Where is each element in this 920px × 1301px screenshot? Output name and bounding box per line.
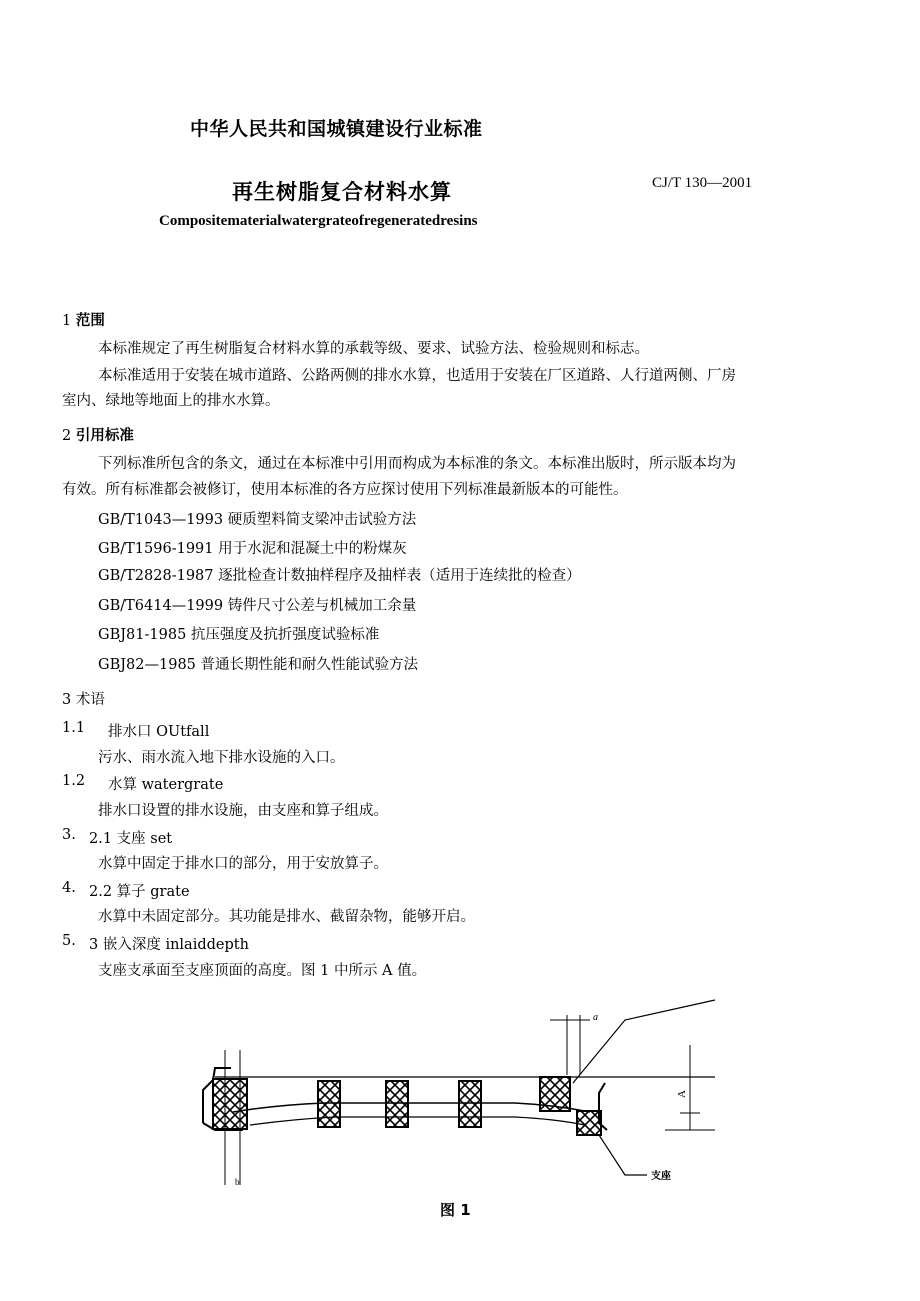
grate-bar [318,1081,340,1127]
support-right-block [577,1111,601,1135]
english-title: Compositematerialwatergrateofregeneratedresins [159,213,478,229]
term-name: 排水口 OUtfall [108,724,210,740]
section-2-number: 2 [62,428,72,444]
term-definition: 水算中固定于排水口的部分，用于安放算子。 [98,856,388,872]
figure-1-caption: 图 1 [440,1201,471,1219]
term-name: 2.1 支座 set [89,831,173,847]
term-name: 水算 watergrate [108,777,224,793]
term-definition: 污水、雨水流入地下排水设施的入口。 [98,750,345,766]
reference-standard: GB/T1043—1993 硬质塑料简支梁冲击试验方法 [98,512,417,528]
section-2-heading [62,424,134,445]
term-number: 4. [62,880,76,896]
reference-standard: GBJ82—1985 普通长期性能和耐久性能试验方法 [98,657,419,673]
section-2-paragraph-line-2: 有效。所有标准都会被修订，使用本标准的各方应探讨使用下列标准最新版本的可能性。 [62,482,628,498]
document-title: 再生树脂复合材料水算 [232,180,452,204]
support-left-block [213,1079,247,1129]
reference-standard: GB/T2828-1987 逐批检查计数抽样程序及抽样表（适用于连续批的检查） [98,568,581,584]
section-1-title: 范围 [75,313,105,329]
term-definition: 排水口设置的排水设施，由支座和算子组成。 [98,803,388,819]
term-number: 1.2 [62,773,86,789]
term-definition: 水算中未固定部分。其功能是排水、截留杂物，能够开启。 [98,909,475,925]
grate-bar [540,1077,570,1111]
section-1-heading [62,309,105,330]
support-label: 支座 [651,1171,671,1182]
reference-standard: GB/T6414—1999 铸件尺寸公差与机械加工余量 [98,598,417,614]
reference-standard: GBJ81-1985 抗压强度及抗折强度试验标准 [98,627,380,643]
section-2-paragraph-line-1: 下列标准所包含的条文，通过在本标准中引用而构成为本标准的条文。本标准出版时，所示版本均为 [98,456,736,472]
section-1-number: 1 [62,313,72,329]
reference-standard: GB/T1596-1991 用于水泥和混凝土中的粉煤灰 [98,541,407,557]
section-1-paragraph-1: 本标准规定了再生树脂复合材料水算的承载等级、要求、试验方法、检验规则和标志。 [98,341,649,357]
figure-1-drawing [195,995,720,1187]
dimension-A-label: A [676,1090,688,1098]
term-number: 1.1 [62,720,86,736]
section-1-paragraph-2-line-2: 室内、绿地等地面上的排水水算。 [62,393,280,409]
issuing-organization: 中华人民共和国城镇建设行业标准 [190,118,483,140]
dimension-a-label: a [593,1012,598,1023]
term-name: 3 嵌入深度 inlaiddepth [89,937,249,953]
term-definition: 支座支承面至支座顶面的高度。图 1 中所示 A 值。 [98,963,427,979]
section-1-paragraph-2-line-1: 本标准适用于安装在城市道路、公路两侧的排水水算，也适用于安装在厂区道路、人行道两侧、厂房 [98,368,736,384]
section-3-heading: 3 术语 [62,692,105,708]
term-number: 3. [62,827,76,843]
term-number: 5. [62,933,76,949]
grate-bar [459,1081,481,1127]
dimension-b-label: b [235,1177,240,1187]
section-2-title: 引用标准 [75,428,134,444]
term-name: 2.2 算子 grate [89,884,190,900]
standard-code: CJ/T 130—2001 [652,175,753,191]
grate-bar [386,1081,408,1127]
